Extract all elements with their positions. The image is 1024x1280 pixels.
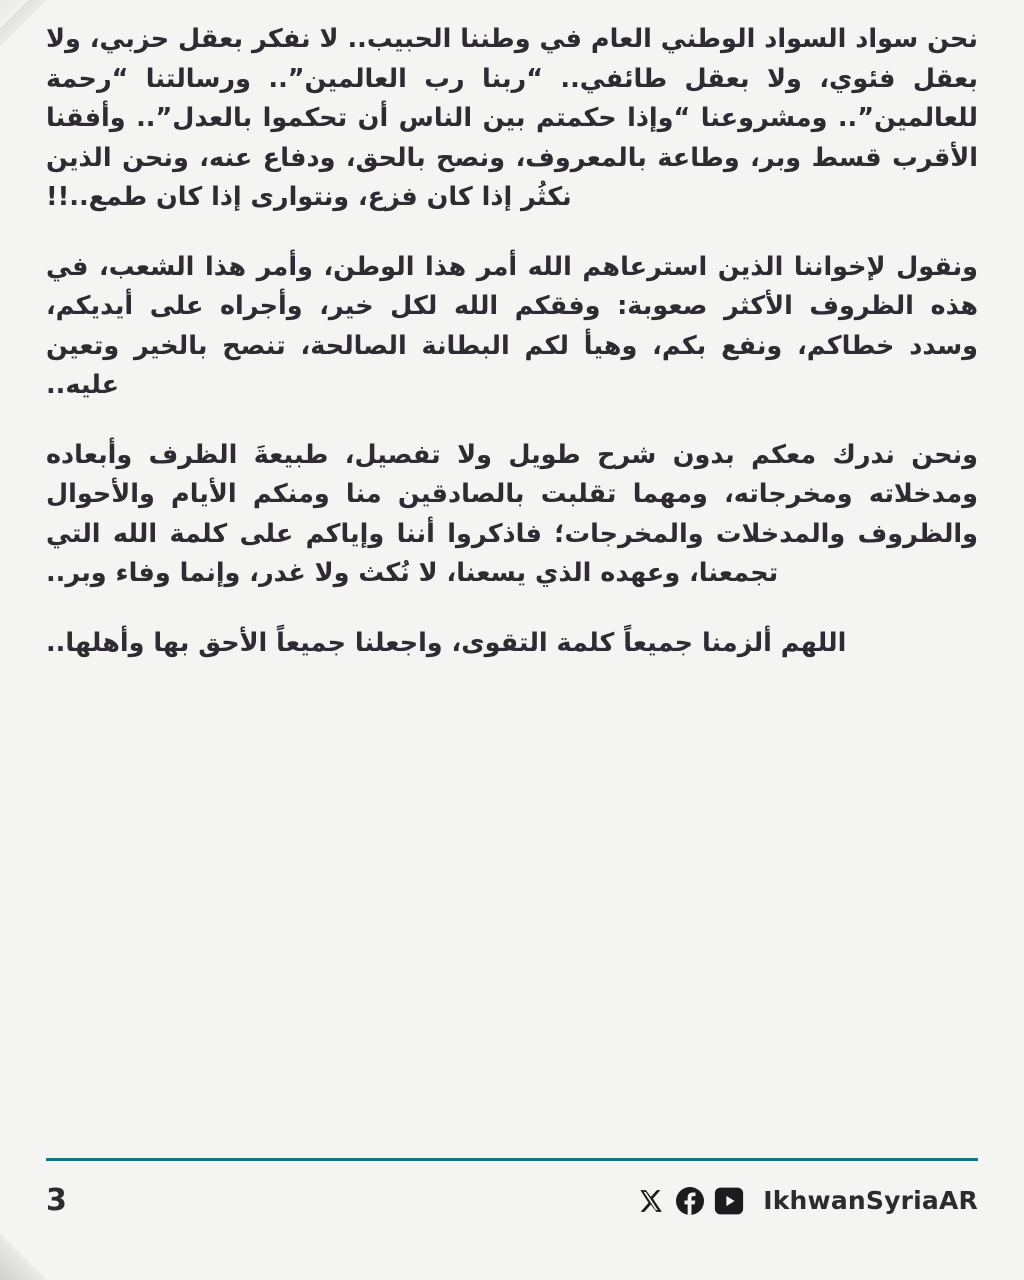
page-number: 3 (46, 1183, 67, 1218)
paragraph: اللهم ألزمنا جميعاً كلمة التقوى، واجعلنا جميعاً الأحق بها وأهلها.. (46, 627, 847, 658)
paragraph: ونحن ندرك معكم بدون شرح طويل ولا تفصيل، طبيعةَ الظرف وأبعاده ومدخلاته ومخرجاته، ومهما تقلبت بالصادقين منا ومنكم الأيام والأحوال والظروف والمدخلات والمخرجات؛ فاذكروا أننا وإياكم على كلمة الله التي تجمعنا، وعهده الذي يسعنا، لا نُكث ولا غدر، وإنما وفاء وبر.. (46, 439, 978, 589)
youtube-icon[interactable] (714, 1186, 744, 1216)
social-handle: IkhwanSyriaAR (763, 1186, 978, 1215)
paragraph: نحن سواد السواد الوطني العام في وطننا الحبيب.. لا نفكر بعقل حزبي، ولا بعقل فئوي، ولا بعقل طائفي.. “ربنا رب العالمين”.. ورسالتنا “رحمة للعالمين”.. ومشروعنا “وإذا حكمتم بين الناس أن تحكموا بالعدل”.. وأفقنا الأقرب قسط وبر، وطاعة بالمعروف، ونصح بالحق، ودفاع عنه، ونحن الذين نكثُر إذا كان فزع، ونتوارى إذا كان طمع..!! (46, 24, 978, 213)
facebook-icon[interactable] (675, 1186, 705, 1216)
article-text (46, 20, 978, 663)
page-fold-corner-bottom (0, 1234, 46, 1280)
x-twitter-icon[interactable] (636, 1186, 666, 1216)
footer-divider (46, 1158, 978, 1161)
paragraph: ونقول لإخواننا الذين استرعاهم الله أمر هذا الوطن، وأمر هذا الشعب، في هذه الظروف الأكثر صعوبة: وفقكم الله لكل خير، وأجراه على أيديكم، وسدد خطاكم، ونفع بكم، وهيأ لكم البطانة الصالحة، تنصح بالخير وتعين عليه.. (46, 251, 978, 401)
page-footer (46, 1158, 978, 1218)
social-links (636, 1186, 978, 1216)
document-body (46, 20, 978, 1280)
page-fold-corner-top (0, 0, 46, 46)
